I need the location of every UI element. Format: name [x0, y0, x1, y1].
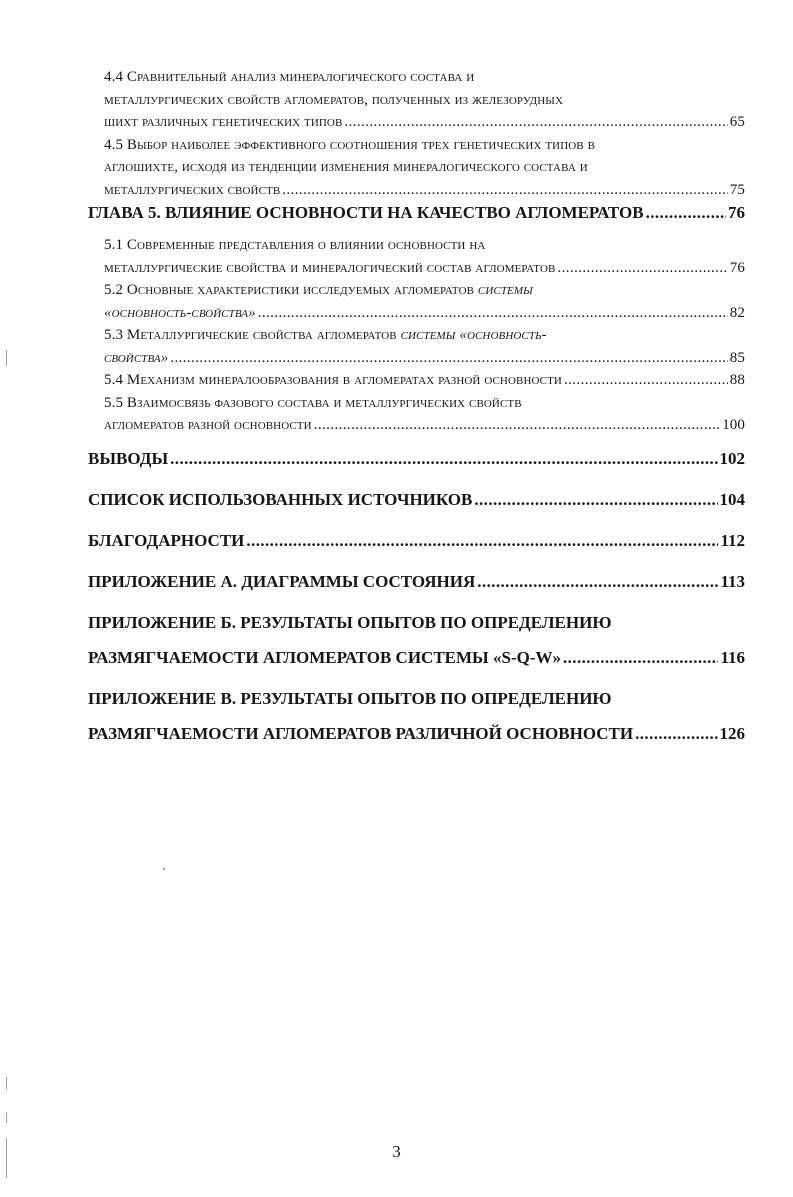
- toc-main-title: ПРИЛОЖЕНИЕ Б. РЕЗУЛЬТАТЫ ОПЫТОВ ПО ОПРЕДЕЛЕНИЮ: [88, 612, 612, 632]
- toc-page-number: 116: [720, 647, 745, 667]
- dot-leader: [246, 529, 718, 553]
- page-number: 3: [392, 1142, 401, 1161]
- toc-page-number: 82: [729, 304, 745, 321]
- dot-leader: [477, 570, 718, 594]
- dot-leader: [282, 179, 728, 202]
- toc-entry-text: металлургические свойства и минералогический состав агломератов: [104, 259, 556, 276]
- toc-entry-text: 5.4 Механизм минералообразования в агломератах разной основности: [104, 372, 562, 388]
- toc-entry-text: 5.1 Современные представления о влиянии основности на: [104, 237, 486, 253]
- toc-page-number: 75: [729, 181, 745, 198]
- toc-page-number: 102: [719, 448, 745, 468]
- toc-main-title: ПРИЛОЖЕНИЕ А. ДИАГРАММЫ СОСТОЯНИЯ: [88, 571, 476, 591]
- toc-page-number: 113: [720, 571, 745, 591]
- toc-entry-text: металлургических свойств агломератов, полученных из железорудных: [104, 91, 563, 108]
- dot-leader: [563, 646, 718, 670]
- toc-entry-text-italic: свойства»: [104, 349, 169, 366]
- toc-entry-text-italic: «основность-свойства»: [104, 304, 256, 321]
- scan-speck: [6, 1113, 7, 1123]
- toc-entry-5-4[interactable]: [104, 369, 745, 392]
- toc-acknowledgments[interactable]: [88, 529, 745, 553]
- toc-entry-5-2[interactable]: [104, 279, 745, 324]
- toc-entry-text: 5.2 Основные характеристики исследуемых агломератов: [104, 282, 478, 298]
- toc-entry-text: шихт различных генетических типов: [104, 114, 343, 130]
- toc-entry-text-italic: системы «основность-: [400, 327, 547, 343]
- toc-page-number: 88: [729, 372, 745, 388]
- toc-main-title: БЛАГОДАРНОСТИ: [88, 530, 245, 550]
- dot-leader: [635, 722, 717, 746]
- toc-entry-4-5[interactable]: [104, 134, 745, 202]
- dot-leader: [344, 111, 727, 134]
- dot-leader: [170, 447, 717, 471]
- dot-leader: [170, 347, 727, 370]
- toc-page-number: 76: [728, 203, 745, 222]
- toc-entry-text-italic: системы: [477, 282, 533, 298]
- toc-entry-text: 5.3 Металлургические свойства агломератов: [104, 327, 401, 343]
- toc-entry-line: [104, 279, 745, 302]
- table-of-contents: [88, 66, 745, 746]
- toc-page-number: 104: [719, 489, 745, 509]
- toc-entry-text: 4.4 Сравнительный анализ минералогического состава и: [104, 69, 475, 85]
- toc-main-title: ПРИЛОЖЕНИЕ В. РЕЗУЛЬТАТЫ ОПЫТОВ ПО ОПРЕДЕЛЕНИЮ: [88, 688, 612, 708]
- toc-references[interactable]: [88, 488, 745, 512]
- toc-main-title: РАЗМЯГЧАЕМОСТИ АГЛОМЕРАТОВ РАЗЛИЧНОЙ ОСНОВНОСТИ: [88, 723, 634, 743]
- dot-leader: [646, 201, 726, 225]
- toc-conclusions[interactable]: [88, 447, 745, 471]
- toc-appendix-c[interactable]: [88, 687, 745, 746]
- toc-page-number: 85: [729, 349, 745, 366]
- toc-page-number: 126: [719, 723, 745, 743]
- toc-entry-text: аглошихте, исходя из тенденции изменения минералогического состава и: [104, 159, 588, 175]
- toc-entry-4-4[interactable]: [104, 66, 745, 134]
- toc-entry-5-1[interactable]: [104, 234, 745, 279]
- toc-entry-5-5[interactable]: [104, 392, 745, 437]
- toc-main-title: ВЫВОДЫ: [88, 448, 169, 468]
- scan-speck: [163, 868, 165, 870]
- toc-main-title: РАЗМЯГЧАЕМОСТИ АГЛОМЕРАТОВ СИСТЕМЫ «S-Q-W»: [88, 647, 561, 667]
- toc-appendix-b[interactable]: [88, 611, 745, 670]
- toc-entry-text: металлургических свойств: [104, 181, 281, 198]
- toc-chapter-title: ГЛАВА 5. ВЛИЯНИЕ ОСНОВНОСТИ НА КАЧЕСТВО АГЛОМЕРАТОВ: [88, 203, 644, 222]
- toc-main-title: СПИСОК ИСПОЛЬЗОВАННЫХ ИСТОЧНИКОВ: [88, 489, 473, 509]
- dot-leader: [564, 369, 728, 392]
- toc-chapter-5[interactable]: [88, 201, 745, 225]
- toc-entry-text: агломератов разной основности: [104, 417, 312, 433]
- dot-leader: [474, 488, 717, 512]
- toc-page-number: 112: [720, 530, 745, 550]
- toc-page-number: 100: [722, 417, 745, 433]
- dot-leader: [258, 302, 728, 325]
- scan-speck: [6, 350, 7, 366]
- scan-speck: [6, 1077, 7, 1089]
- toc-entry-text: 5.5 Взаимосвязь фазового состава и металлургических свойств: [104, 394, 522, 411]
- toc-entry-line: [104, 324, 745, 347]
- dot-leader: [557, 257, 727, 280]
- toc-entry-5-3[interactable]: [104, 324, 745, 369]
- dot-leader: [314, 414, 720, 437]
- toc-appendix-a[interactable]: [88, 570, 745, 594]
- toc-page-number: 76: [729, 259, 745, 276]
- toc-entry-text: 4.5 Выбор наиболее эффективного соотношения трех генетических типов в: [104, 136, 596, 153]
- toc-page-number: 65: [729, 114, 745, 130]
